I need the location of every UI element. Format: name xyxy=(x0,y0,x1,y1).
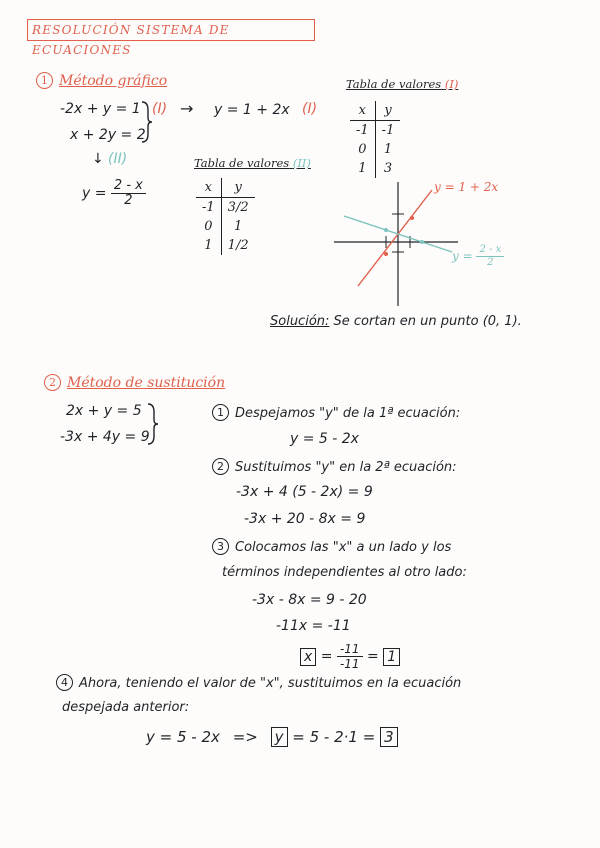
table-cell: -1 xyxy=(381,123,395,138)
step-3-result xyxy=(300,642,400,671)
page-title: RESOLUCIÓN SISTEMA DE ECUACIONES xyxy=(27,19,315,41)
step-2-number: 2 xyxy=(212,458,229,475)
table-cell: 1 xyxy=(233,219,243,234)
system-1-eq1: -2x + y = 1 xyxy=(60,101,141,117)
table-I-title-text: Tabla de valores xyxy=(346,77,442,91)
step-4-line2: despejada anterior: xyxy=(62,700,190,715)
step-4-y-boxed: y xyxy=(271,727,288,747)
graph-label-1: y = 1 + 2x xyxy=(434,180,499,194)
section-2-number: 2 xyxy=(44,374,61,391)
eq2-solved-left: y = xyxy=(82,185,107,202)
table-row xyxy=(196,198,255,218)
step-4-result-boxed: 3 xyxy=(380,727,398,747)
solution-text: Se cortan en un punto (0, 1). xyxy=(333,314,522,329)
step-2-eq2: -3x + 20 - 8x = 9 xyxy=(244,511,366,527)
step-4-implies: => xyxy=(232,728,258,746)
graph-point xyxy=(420,240,424,244)
table-cell: 1 xyxy=(350,159,375,178)
table-cell: y xyxy=(375,101,400,121)
step-1-text: Despejamos "y" de la 1ª ecuación: xyxy=(235,406,461,421)
step-3 xyxy=(212,538,451,555)
label-I-b: (I) xyxy=(302,101,318,117)
system-1-eq2: x + 2y = 2 xyxy=(70,127,146,143)
step-4 xyxy=(56,674,461,691)
table-cell: 3 xyxy=(383,161,393,176)
step-4-number: 4 xyxy=(56,674,73,691)
graph-label-2-fraction xyxy=(476,244,504,269)
table-II-title-text: Tabla de valores xyxy=(194,156,290,170)
table-II xyxy=(196,178,255,255)
step-3-fraction-den: -11 xyxy=(339,657,360,671)
eq2-fraction xyxy=(111,179,146,208)
table-I-label: (I) xyxy=(444,77,459,91)
table-row xyxy=(350,121,400,141)
system-2-eq1: 2x + y = 5 xyxy=(66,403,142,419)
label-I: (I) xyxy=(152,101,168,117)
eq1-solved: y = 1 + 2x xyxy=(214,102,290,118)
step-3-fraction xyxy=(337,642,363,671)
step-4-eq-right: = 5 - 2·1 = xyxy=(292,728,376,746)
solution-label: Solución: xyxy=(270,314,330,329)
section-1-number: 1 xyxy=(36,72,53,89)
step-4-eq-left: y = 5 - 2x xyxy=(146,728,220,746)
step-3-result-boxed: 1 xyxy=(383,648,400,666)
eq2-fraction-den: 2 xyxy=(124,193,133,208)
table-row xyxy=(350,140,400,159)
table-cell: 1/2 xyxy=(227,238,249,253)
table-cell: 3/2 xyxy=(227,200,249,215)
graph-label-2-left: y = xyxy=(452,249,473,263)
label-II: (II) xyxy=(108,151,128,167)
solution xyxy=(270,314,522,329)
step-3-eq-sign: = xyxy=(320,648,333,665)
table-cell: y xyxy=(221,178,254,198)
table-I-title xyxy=(346,77,458,91)
graph-label-2 xyxy=(452,244,504,269)
step-1-eq: y = 5 - 2x xyxy=(290,431,359,447)
table-row xyxy=(350,159,400,178)
system-2-eq2: -3x + 4y = 9 xyxy=(60,429,150,445)
step-3-x-boxed: x xyxy=(300,648,316,666)
section-1-title: Método gráfico xyxy=(59,73,168,89)
table-row xyxy=(196,236,255,255)
eq2-fraction-num: 2 - x xyxy=(111,179,146,194)
graph-line-1 xyxy=(358,190,432,286)
graph-point xyxy=(384,252,388,256)
graph xyxy=(330,178,510,308)
step-3-fraction-num: -11 xyxy=(337,642,363,657)
graph-label-2-num: 2 - x xyxy=(476,244,504,257)
step-3-eq2: -11x = -11 xyxy=(276,618,351,634)
table-row xyxy=(350,101,400,121)
section-1-heading xyxy=(36,72,167,89)
graph-point xyxy=(410,216,414,220)
step-2 xyxy=(212,458,457,475)
table-cell: -1 xyxy=(196,198,221,218)
graph-label-2-den: 2 xyxy=(487,257,494,268)
step-3-eq-sign2: = xyxy=(367,648,379,665)
table-cell: 0 xyxy=(350,140,375,159)
step-1 xyxy=(212,404,460,421)
table-cell: 1 xyxy=(196,236,221,255)
step-3-number: 3 xyxy=(212,538,229,555)
table-row xyxy=(196,217,255,236)
table-cell: -1 xyxy=(350,121,375,141)
table-II-label: (II) xyxy=(292,156,311,170)
step-3-line1: Colocamos las "x" a un lado y los xyxy=(235,540,452,555)
table-cell: x xyxy=(350,101,375,121)
table-II-title xyxy=(194,156,311,170)
section-2-title: Método de sustitución xyxy=(67,375,226,391)
graph-point xyxy=(384,228,388,232)
step-3-line2: términos independientes al otro lado: xyxy=(222,565,467,580)
table-row xyxy=(196,178,255,198)
step-2-eq1: -3x + 4 (5 - 2x) = 9 xyxy=(236,484,373,500)
step-4-eq xyxy=(146,728,398,746)
eq2-solved xyxy=(82,179,146,208)
arrow-down: ↓ xyxy=(92,151,104,167)
step-3-eq1: -3x - 8x = 9 - 20 xyxy=(252,592,367,608)
step-1-number: 1 xyxy=(212,404,229,421)
table-cell: x xyxy=(196,178,221,198)
step-2-text: Sustituimos "y" en la 2ª ecuación: xyxy=(235,460,457,475)
table-I xyxy=(350,101,400,178)
table-cell: 0 xyxy=(196,217,221,236)
system-2-brace xyxy=(146,402,160,446)
step-4-line1: Ahora, teniendo el valor de "x", sustituimos en la ecuación xyxy=(79,676,462,691)
table-cell: 1 xyxy=(383,142,393,157)
section-2-heading xyxy=(44,374,225,391)
arrow-right: → xyxy=(180,99,194,118)
